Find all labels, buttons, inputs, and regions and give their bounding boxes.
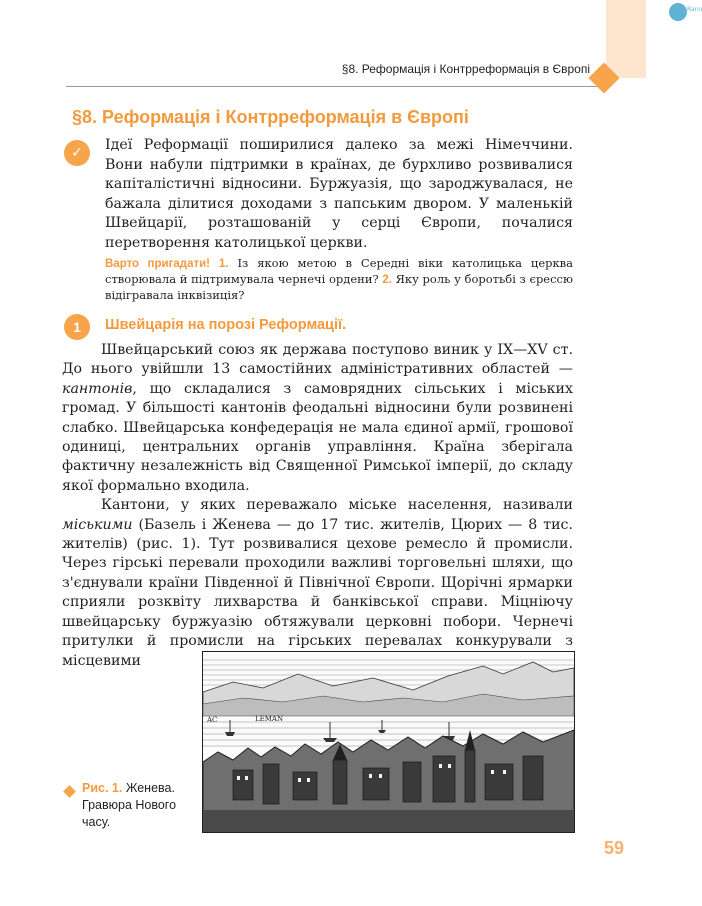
question-number: 2. (382, 274, 392, 286)
engraving-label: AC (207, 716, 218, 724)
paragraph-text: (Базель і Женева — до 17 тис. жителів, Цюрих — 8 тис. жителів) (рис. 1). Тут розвивалися цехове ремесло й промисли. Через гірські перевали проходили важливі торговельні шляхи, що з'єднували країни Південної й Північної Європи. Щорічні ярмарки сприяли розквіту лихварства й банківської справи. Міцніючу швейцарську буржуазію обтяжували церковні побори. Чернечі притулки й промисли на гірських перевалах конкурували з місцевими (62, 516, 573, 669)
publisher-logo-icon (669, 3, 702, 21)
remember-label: Варто пригадати! (105, 258, 211, 270)
section-number-badge: 1 (64, 314, 90, 340)
paragraph-text: Швейцарський союз як держава поступово виник у IX—XV ст. До нього увійшли 13 самостійних адміністративних областей — (62, 342, 573, 378)
figure-caption (82, 780, 200, 831)
paragraph (62, 341, 573, 496)
caption-diamond-icon (63, 785, 76, 798)
paragraph (62, 496, 573, 671)
question-text: Із якою метою в Середні віки католицька церква створювала й підтримувала чернечі ордени? (105, 256, 574, 286)
section-body (62, 341, 573, 671)
section-title: Швейцарія на порозі Реформації. (105, 317, 347, 333)
running-header: §8. Реформація і Контрреформація в Європі (341, 62, 590, 76)
remember-box (105, 255, 573, 303)
chapter-title: §8. Реформація і Контрреформація в Європі (72, 107, 469, 127)
intro-paragraph: Ідеї Реформації поширилися далеко за межі Німеччини. Вони набули підтримки в країнах, де бурхливо розвивалися капіталістичні відносини. Буржуазія, що зароджувалася, не бажала ділитися доходами з папським двором. У маленькій Швейцарії, розташованій у серці Європи, почалися перетворення католицької церкви. (105, 137, 573, 251)
engraving-label: LEMAN (255, 715, 284, 723)
paragraph-text: , що складалися з самоврядних сільських і міських громад. У більшості кантонів феодальні відносини були розвинені слабко. Швейцарська конфедерація не мала єдиної армії, грошової одиниці, центральних органів управління. Країна зберігала фактичну незалежність від Священної Римської імперії, до складу якої формально входила. (62, 380, 573, 494)
page-number: 59 (604, 838, 625, 858)
term-italic: міськими (62, 516, 133, 533)
question-text: Яку роль у боротьбі з єрессю відігравала інквізиція? (105, 272, 574, 302)
page-tab-decoration (606, 0, 646, 78)
header-divider (66, 86, 604, 87)
caption-text: Женева. Гравюра Нового часу. (82, 781, 177, 829)
paragraph-text: Кантони, у яких переважало міське населення, називали (101, 497, 573, 514)
publisher-logo-text: Rann (687, 6, 702, 13)
geneva-engraving (202, 651, 575, 833)
checkmark-icon: ✓ (64, 140, 90, 166)
question-number: 1. (218, 258, 229, 270)
term-italic: кантонів (62, 380, 133, 397)
caption-label: Рис. 1. (82, 781, 123, 795)
engraving-illustration (203, 652, 574, 832)
